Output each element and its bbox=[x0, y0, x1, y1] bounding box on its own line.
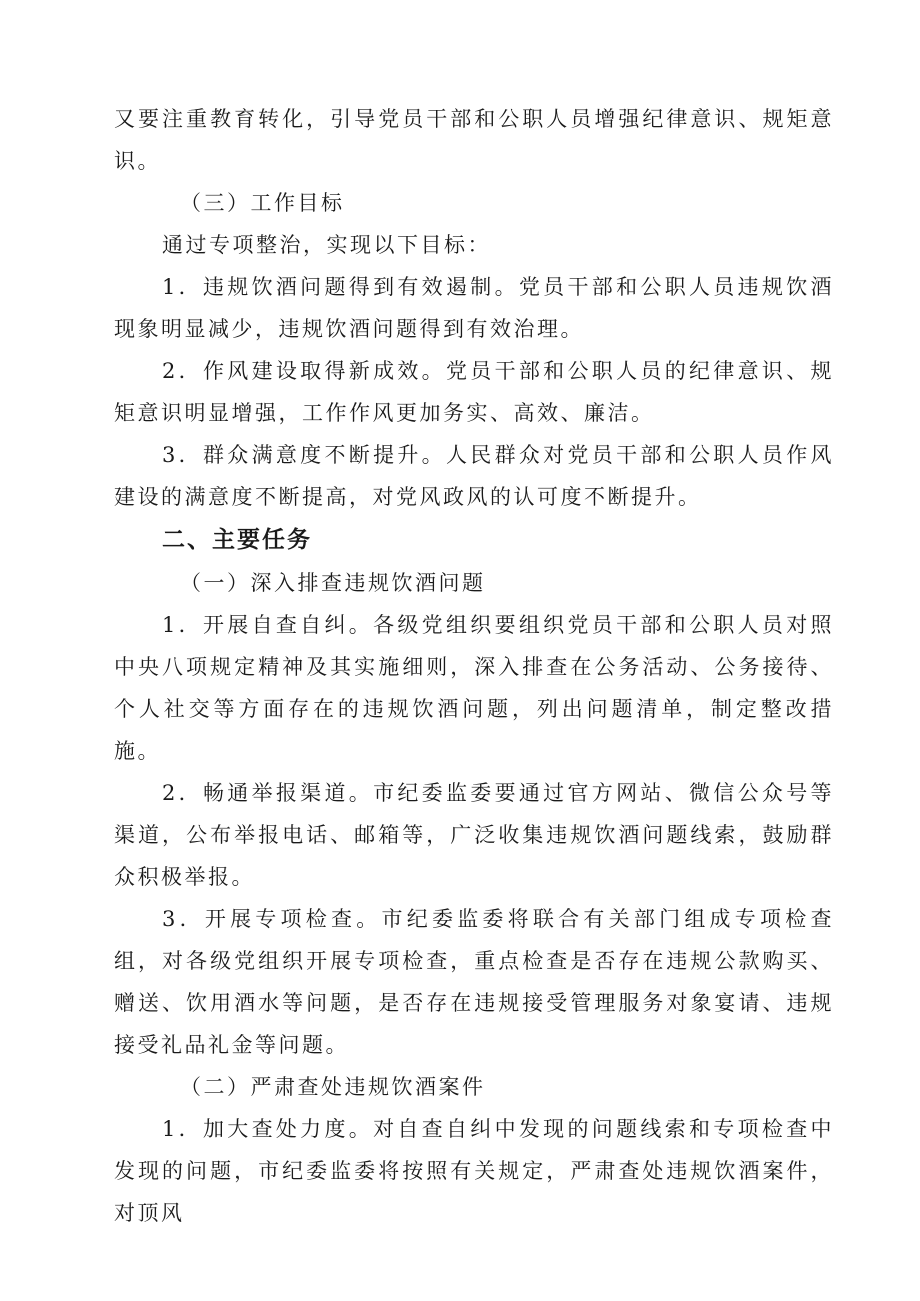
subheading-work-goals: （三）工作目标 bbox=[180, 191, 345, 215]
goal-item-3: 3．群众满意度不断提升。人民群众对党员干部和公职人员作风建设的满意度不断提高，对党风政风的认可度不断提升。 bbox=[114, 443, 834, 509]
subheading-punish-cases: （二）严肃查处违规饮酒案件 bbox=[180, 1075, 486, 1099]
goal-item-1: 1．违规饮酒问题得到有效遏制。党员干部和公职人员违规饮酒现象明显减少，违规饮酒问题得到有效治理。 bbox=[114, 275, 834, 341]
section-heading-main-tasks: 二、主要任务 bbox=[162, 527, 312, 553]
task-item-3: 3．开展专项检查。市纪委监委将联合有关部门组成专项检查组，对各级党组织开展专项检查，重点检查是否存在违规公款购买、赠送、饮用酒水等问题，是否存在违规接受管理服务对象宴请、违规接受礼品礼金等问题。 bbox=[114, 907, 834, 1057]
goal-item-2: 2．作风建设取得新成效。党员干部和公职人员的纪律意识、规矩意识明显增强，工作作风更加务实、高效、廉洁。 bbox=[114, 359, 834, 425]
document-body bbox=[114, 98, 834, 1234]
case-item-1: 1．加大查处力度。对自查自纠中发现的问题线索和专项检查中发现的问题，市纪委监委将按照有关规定，严肃查处违规饮酒案件，对顶风 bbox=[114, 1117, 834, 1225]
subheading-investigate: （一）深入排查违规饮酒问题 bbox=[180, 571, 486, 595]
task-item-1: 1．开展自查自纠。各级党组织要组织党员干部和公职人员对照中央八项规定精神及其实施细则，深入排查在公务活动、公务接待、个人社交等方面存在的违规饮酒问题，列出问题清单，制定整改措施。 bbox=[114, 613, 834, 763]
paragraph-goals-intro: 通过专项整治，实现以下目标： bbox=[162, 233, 491, 257]
paragraph-continuation: 又要注重教育转化，引导党员干部和公职人员增强纪律意识、规矩意识。 bbox=[114, 107, 834, 173]
task-item-2: 2．畅通举报渠道。市纪委监委要通过官方网站、微信公众号等渠道，公布举报电话、邮箱等，广泛收集违规饮酒问题线索，鼓励群众积极举报。 bbox=[114, 781, 834, 889]
